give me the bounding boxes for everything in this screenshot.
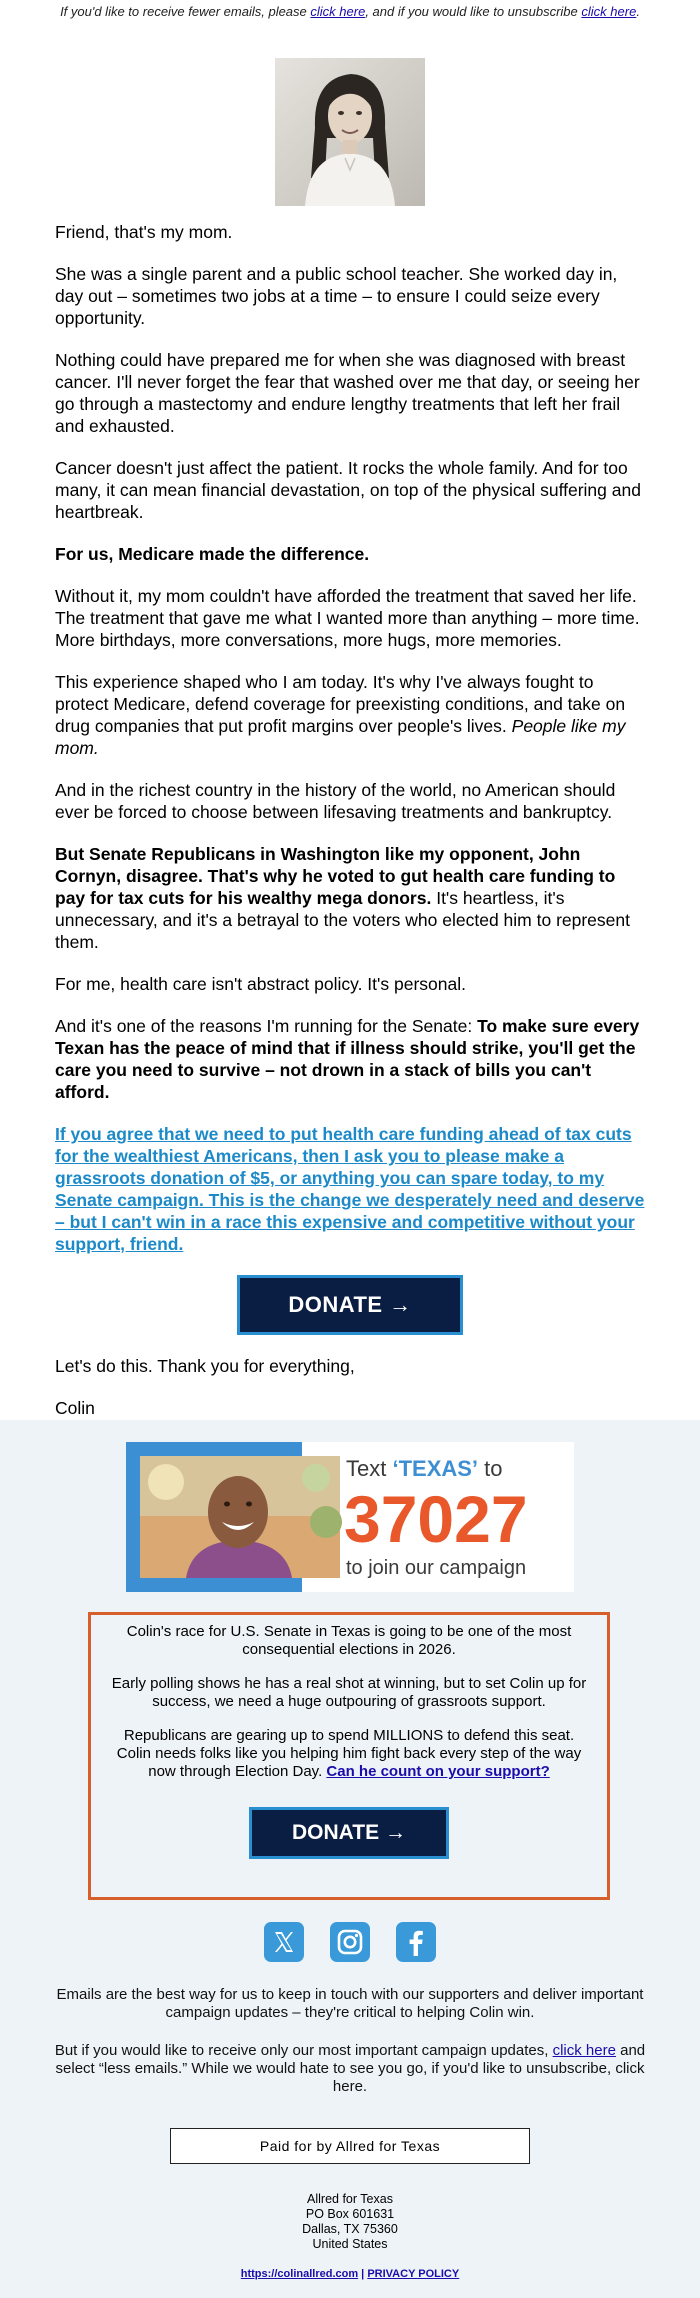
x-twitter-icon[interactable]	[264, 1922, 304, 1962]
banner-tagline: to join our campaign	[346, 1557, 527, 1579]
top-notice-end: .	[636, 4, 640, 19]
paragraph-5: Without it, my mom couldn't have afforded the treatment that saved her life. The treatment that gave me what I wanted more than anything – more time. More birthdays, more conversations, more hugs, more memories.	[55, 586, 640, 650]
top-notice	[0, 0, 700, 32]
address-line-1: Allred for Texas	[307, 2192, 393, 2206]
unsubscribe-link[interactable]: click here	[581, 4, 637, 19]
paragraph-8	[55, 843, 645, 953]
link-separator: |	[358, 2268, 368, 2280]
text-to-join-banner[interactable]	[126, 1442, 574, 1592]
photo-container	[0, 58, 700, 211]
less-emails-link[interactable]: click here	[552, 2042, 616, 2059]
facebook-icon[interactable]	[396, 1922, 436, 1962]
paragraph-10-bold: To make sure every Texan has the peace of mind that if illness should strike, you'll get the care you need to survive – not drown in a stack of bills you can't afford.	[55, 1016, 640, 1102]
top-notice-text-2: , and if you would like to unsubscribe	[365, 4, 582, 19]
mom-photo	[275, 58, 425, 206]
fewer-emails-text: But if you would like to receive only our most important campaign updates,	[54, 2042, 553, 2059]
donate-button-wrap	[55, 1275, 645, 1335]
paragraph-10-text: And it's one of the reasons I'm running for the Senate:	[55, 1016, 478, 1036]
banner-text-pre: Text	[346, 1456, 393, 1481]
paragraph-8-bold: But Senate Republicans in Washington like my opponent, John Cornyn, disagree. That's why he voted to gut health care funding to pay for tax cuts for his wealthy mega donors.	[55, 844, 616, 908]
paragraph-8-text: It's heartless, it's unnecessary, and it's a betrayal to the voters who elected him to represent them.	[55, 888, 630, 952]
footer-links	[0, 2268, 700, 2280]
paragraph-2: Nothing could have prepared me for when she was diagnosed with breast cancer. I'll never forget the fear that washed over me that day, or seeing her go through a mastectomy and endure lengthy treatments that left her frail and exhausted.	[55, 350, 640, 436]
fewer-emails-link[interactable]: click here	[310, 4, 366, 19]
paragraph-7: And in the richest country in the history of the world, no American should ever be forced to choose between lifesaving treatments and bankruptcy.	[55, 780, 616, 822]
letter-body	[0, 221, 700, 1419]
salutation: Friend, that's my mom.	[55, 222, 233, 242]
donation-ask-link[interactable]: If you agree that we need to put health care funding ahead of tax cuts for the wealthiest Americans, then I ask you to please make a grassroots donation of $5, or anything you can spare today, to my Senate campaign. This is the change we desperately need and deserve – but I can't win in a race this expensive and competitive without your support, friend.	[55, 1124, 645, 1254]
donate-button[interactable]: DONATE →	[237, 1275, 462, 1335]
address-line-3: Dallas, TX 75360	[302, 2222, 398, 2236]
address-line-2: PO Box 601631	[305, 2207, 395, 2221]
callout-donate-button[interactable]: DONATE →	[249, 1807, 449, 1859]
banner-text-line	[346, 1456, 503, 1481]
paragraph-1: She was a single parent and a public school teacher. She worked day in, day out – sometimes two jobs at a time – to ensure I could seize every opportunity.	[55, 264, 618, 328]
top-notice-text: If you'd like to receive fewer emails, please	[60, 4, 311, 19]
paragraph-10	[55, 1015, 645, 1103]
paragraph-9: For me, health care isn't abstract policy. It's personal.	[55, 974, 466, 994]
support-link[interactable]: Can he count on your support?	[326, 1763, 550, 1780]
closing: Let's do this. Thank you for everything,	[55, 1356, 355, 1376]
paragraph-3: Cancer doesn't just affect the patient. It rocks the whole family. And for too many, it can mean financial devastation, on top of the physical suffering and heartbreak.	[55, 458, 641, 522]
fewer-emails-text-2: and select “less emails.” While we would hate to see you go, if you'd like to unsubscribe, click here.	[55, 2042, 646, 2095]
callout-paragraph-3	[109, 1727, 589, 1781]
banner-text-post: to	[478, 1456, 503, 1481]
footer	[0, 1420, 700, 2298]
instagram-icon[interactable]	[330, 1922, 370, 1962]
banner-keyword: ‘TEXAS’	[392, 1456, 479, 1481]
paragraph-6-text: This experience shaped who I am today. It's why I've always fought to protect Medicare, defend coverage for preexisting conditions, and take on drug companies that put profit margins over people's lives.	[55, 672, 626, 736]
banner-number: 37027	[344, 1482, 528, 1556]
fewer-emails-note	[40, 2042, 660, 2096]
paragraph-medicare: For us, Medicare made the difference.	[55, 544, 370, 564]
paragraph-6-italic: People like my mom.	[55, 716, 626, 758]
callout-paragraph-1: Colin's race for U.S. Senate in Texas is going to be one of the most consequential elections in 2026.	[126, 1623, 572, 1658]
paid-for-disclaimer: Paid for by Allred for Texas	[170, 2128, 530, 2164]
paragraph-6	[55, 671, 645, 759]
address-line-4: United States	[312, 2237, 388, 2251]
mailing-address	[0, 2192, 700, 2252]
signature: Colin	[55, 1398, 95, 1418]
website-link[interactable]: https://colinallred.com	[240, 2268, 359, 2280]
social-links	[0, 1922, 700, 1962]
callout-paragraph-2: Early polling shows he has a real shot at winning, but to set Colin up for success, we need a huge outpouring of grassroots support.	[111, 1675, 587, 1710]
privacy-policy-link[interactable]: PRIVACY POLICY	[367, 2268, 460, 2280]
callout-paragraph-3-text: Republicans are gearing up to spend MILLIONS to defend this seat. Colin needs folks like you helping him fight back every step of the way now through Election Day.	[116, 1727, 582, 1780]
emails-note: Emails are the best way for us to keep in touch with our supporters and deliver important campaign updates – they're critical to helping Colin win.	[56, 1986, 644, 2021]
support-callout-box	[88, 1612, 610, 1900]
